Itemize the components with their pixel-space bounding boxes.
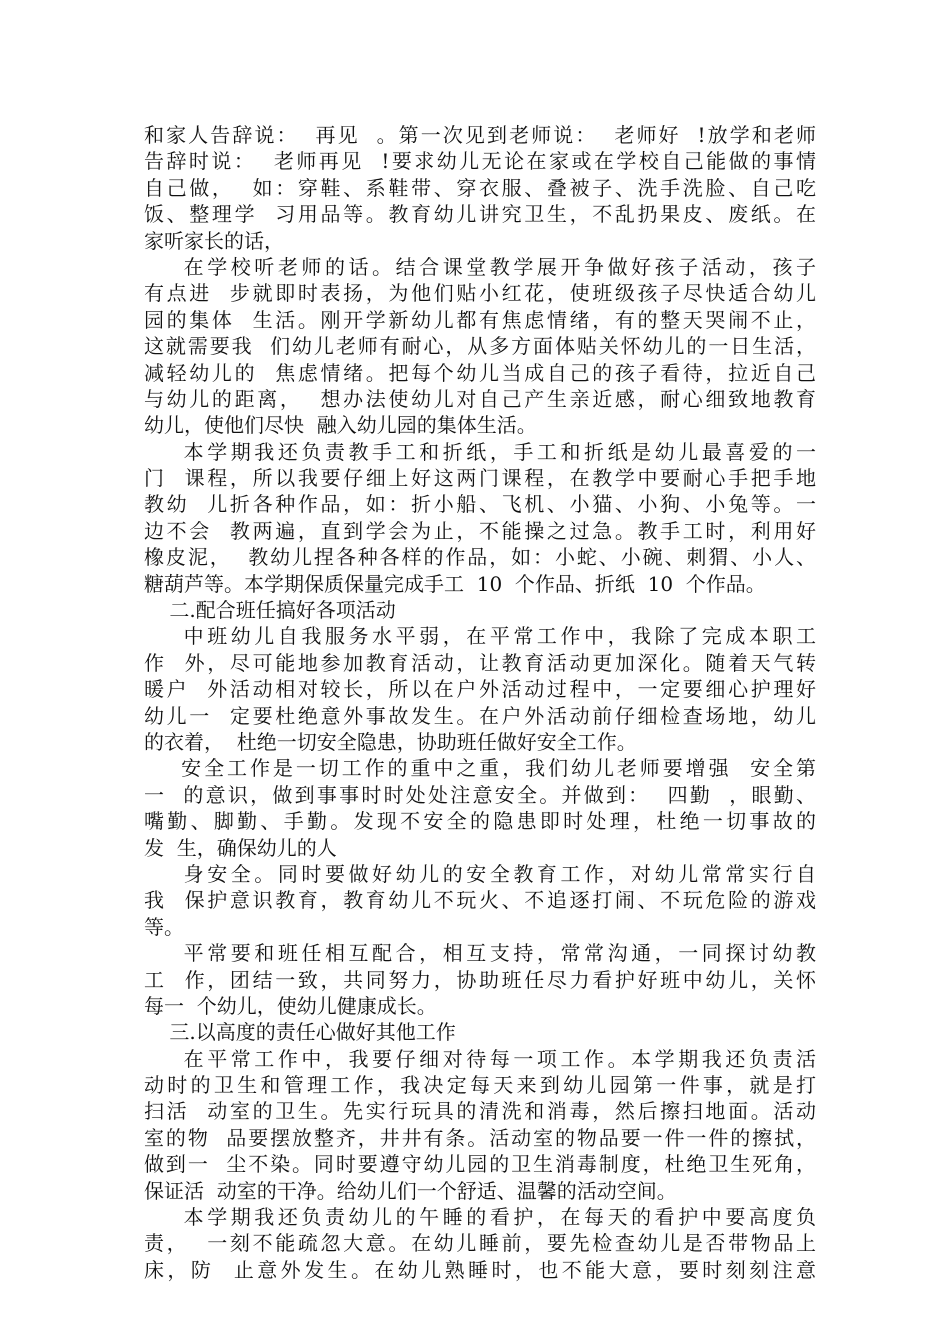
text-line: 中班幼儿自我服务水平弱，在平常工作中，我除了完成本职工 [144, 624, 816, 649]
text-line: 幼儿，使他们尽快 融入幼儿园的集体生活。 [144, 413, 537, 438]
text-line: 等。 [144, 914, 184, 939]
text-line: 本学期我还负责幼儿的午睡的看护，在每天的看护中要高度负 [144, 1205, 816, 1230]
text-line: 责， 一刻不能疏忽大意。在幼儿睡前，要先检查幼儿是否带物品上 [144, 1231, 816, 1256]
text-line: 的衣着， 杜绝一切安全隐患，协助班任做好安全工作。 [144, 729, 637, 754]
text-line: 减轻幼儿的 焦虑情绪。把每个幼儿当成自己的孩子看待，拉近自己 [144, 360, 816, 385]
text-line: 与幼儿的距离， 想办法使幼儿对自己产生亲近感，耐心细致地教育 [144, 386, 816, 411]
text-line: 三.以高度的责任心做好其他工作 [144, 1020, 456, 1045]
text-line: 橡皮泥， 教幼儿捏各种各样的作品，如：小蛇、小碗、刺猬、小人、 [144, 545, 816, 570]
text-line: 作 外，尽可能地参加教育活动，让教育活动更加深化。随着天气转 [144, 650, 816, 675]
text-line: 安全工作是一切工作的重中之重，我们幼儿老师要增强 安全第 [144, 756, 816, 781]
text-line: 和家人告辞说： 再见 。第一次见到老师说： 老师好 !放学和老师 [144, 123, 816, 147]
text-line: 我 保护意识教育，教育幼儿不玩火、不追逐打闹、不玩危险的游戏 [144, 888, 816, 913]
text-line: 在平常工作中，我要仔细对待每一项工作。本学期我还负责活 [144, 1046, 816, 1071]
text-line: 门 课程，所以我要仔细上好这两门课程，在教学中要耐心手把手地 [144, 466, 816, 491]
text-line: 二.配合班任搞好各项活动 [144, 598, 396, 623]
text-line: 本学期我还负责教手工和折纸，手工和折纸是幼儿最喜爱的一 [144, 439, 816, 464]
text-line: 在学校听老师的话。结合课堂教学展开争做好孩子活动，孩子 [144, 254, 816, 279]
text-line: 糖葫芦等。本学期保质保量完成手工 10 个作品、折纸 10 个作品。 [144, 571, 766, 596]
text-line: 这就需要我 们幼儿老师有耐心，从多方面体贴关怀幼儿的一日生活， [144, 334, 816, 359]
text-line: 平常要和班任相互配合，相互支持，常常沟通，一同探讨幼教 [144, 941, 816, 966]
text-line: 身安全。同时要做好幼儿的安全教育工作，对幼儿常常实行自 [144, 861, 816, 886]
document-body [144, 122, 816, 1283]
text-line: 暖户 外活动相对较长，所以在户外活动过程中，一定要细心护理好 [144, 677, 816, 702]
text-line: 园的集体 生活。刚开学新幼儿都有焦虑情绪，有的整天哭闹不止， [144, 307, 816, 332]
text-line: 边不会 教两遍，直到学会为止，不能操之过急。教手工时，利用好 [144, 518, 816, 543]
text-line: 嘴勤、脚勤、手勤。发现不安全的隐患即时处理，杜绝一切事故的 [144, 809, 816, 834]
text-line: 饭、整理学 习用品等。教育幼儿讲究卫生，不乱扔果皮、废纸。在 [144, 202, 816, 227]
text-line: 保证活 动室的干净。给幼儿们一个舒适、温馨的活动空间。 [144, 1178, 677, 1203]
text-line: 每一 个幼儿，使幼儿健康成长。 [144, 993, 437, 1018]
text-line: 告辞时说： 老师再见 !要求幼儿无论在家或在学校自己能做的事情 [144, 149, 816, 174]
text-line: 教幼 儿折各种作品，如：折小船、飞机、小猫、小狗、小兔等。一 [144, 492, 816, 517]
text-line: 发 生，确保幼儿的人 [144, 835, 337, 860]
text-line: 床，防 止意外发生。在幼儿熟睡时，也不能大意，要时刻刻注意 [144, 1257, 816, 1282]
text-line: 有点进 步就即时表扬，为他们贴小红花，使班级孩子尽快适合幼儿 [144, 281, 816, 306]
text-line: 动时的卫生和管理工作，我决定每天来到幼儿园第一件事，就是打 [144, 1073, 816, 1098]
text-line: 一 的意识，做到事事时时处处注意安全。并做到： 四勤 ，眼勤、 [144, 782, 816, 807]
text-line: 扫活 动室的卫生。先实行玩具的清洗和消毒，然后擦扫地面。活动 [144, 1099, 816, 1124]
text-line: 工 作，团结一致，共同努力，协助班任尽力看护好班中幼儿，关怀 [144, 967, 816, 992]
text-line: 室的物 品要摆放整齐，井井有条。活动室的物品要一件一件的擦拭， [144, 1125, 816, 1150]
text-line: 家听家长的话， [144, 228, 284, 253]
text-line: 幼儿一 定要杜绝意外事故发生。在户外活动前仔细检查场地，幼儿 [144, 703, 816, 728]
text-line: 自己做， 如：穿鞋、系鞋带、穿衣服、叠被子、洗手洗脸、自己吃 [144, 175, 816, 200]
text-line: 做到一 尘不染。同时要遵守幼儿园的卫生消毒制度，杜绝卫生死角， [144, 1152, 816, 1177]
